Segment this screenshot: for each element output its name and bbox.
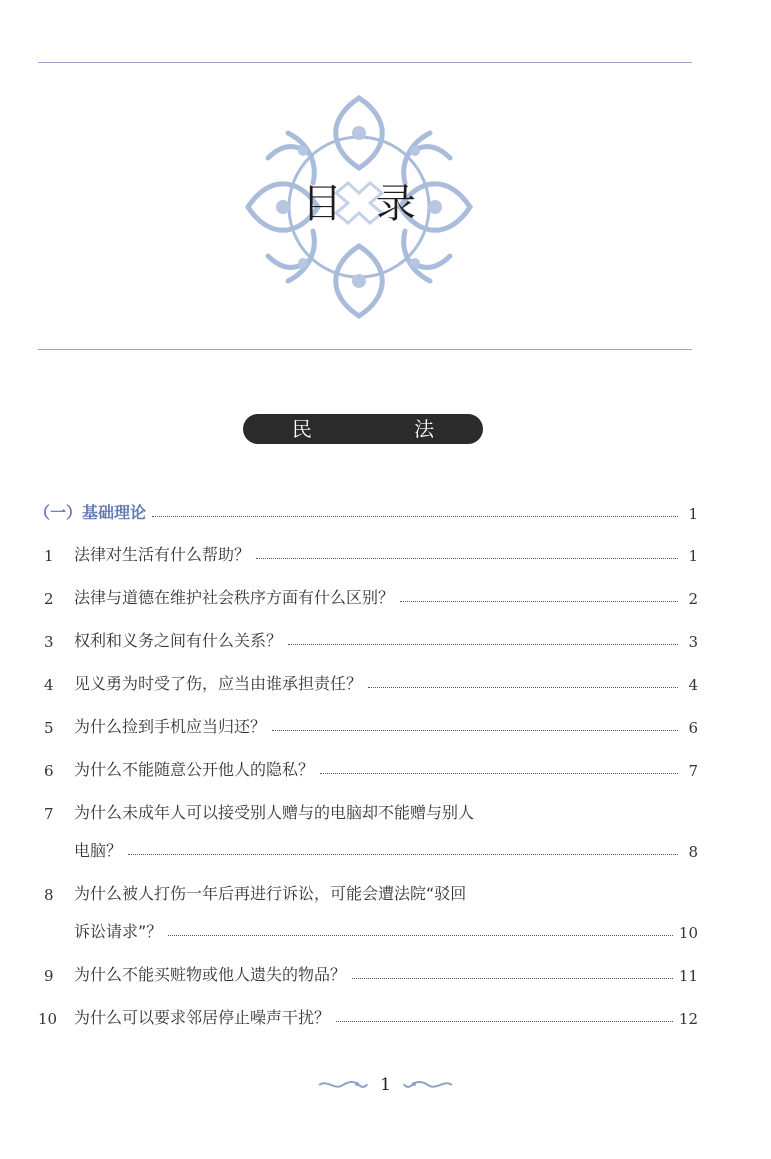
toc-entry-title-continued: 诉讼请求”？ xyxy=(74,922,163,941)
toc-page-number: 2 xyxy=(688,590,698,608)
leader-dots xyxy=(256,557,678,559)
toc-entry-title: 为什么未成年人可以接受别人赠与的电脑却不能赠与别人 xyxy=(74,803,475,822)
toc-entry[interactable] xyxy=(38,793,698,823)
toc-entry-title: 为什么被人打伤一年后再进行诉讼，可能会遭法院“驳回 xyxy=(74,884,467,903)
middle-rule xyxy=(38,349,692,350)
toc-entry-number: 5 xyxy=(44,719,54,737)
leader-dots xyxy=(272,729,678,731)
toc-entry-number: 1 xyxy=(44,547,54,565)
page-number: 1 xyxy=(380,1074,391,1095)
toc-entry-number: 2 xyxy=(44,590,54,608)
toc-entry-title: 为什么不能买赃物或他人遗失的物品？ xyxy=(74,965,347,984)
toc-page-number: 10 xyxy=(678,924,698,942)
toc-entry-continuation[interactable] xyxy=(38,831,698,861)
table-of-contents xyxy=(34,493,698,1028)
leader-dots xyxy=(128,853,678,855)
toc-entry-number: 8 xyxy=(44,886,54,904)
left-swirl-icon xyxy=(317,1078,369,1092)
toc-entry[interactable] xyxy=(38,955,698,985)
toc-entry-number: 9 xyxy=(44,967,54,985)
toc-entry[interactable] xyxy=(38,578,698,608)
toc-entry-title: 见义勇为时受了伤，应当由谁承担责任？ xyxy=(74,674,363,693)
toc-entry-title: 为什么不能随意公开他人的隐私？ xyxy=(74,760,315,779)
page-title: 目录 xyxy=(302,181,450,227)
toc-entry-number: 4 xyxy=(44,676,54,694)
toc-entry-title: 法律对生活有什么帮助？ xyxy=(74,545,251,564)
leader-dots xyxy=(368,686,678,688)
toc-entry-number: 10 xyxy=(38,1010,58,1028)
toc-section-label: （一）基础理论 xyxy=(34,503,147,522)
toc-entry-number: 7 xyxy=(44,805,54,823)
toc-page-number: 4 xyxy=(688,676,698,694)
toc-page-number: 6 xyxy=(688,719,698,737)
toc-entry-continuation[interactable] xyxy=(38,912,698,942)
toc-page-number: 8 xyxy=(688,843,698,861)
toc-entry-title: 为什么可以要求邻居停止噪声干扰？ xyxy=(74,1008,331,1027)
toc-entry-title: 法律与道德在维护社会秩序方面有什么区别？ xyxy=(74,588,395,607)
toc-page-number: 1 xyxy=(688,547,698,565)
top-rule xyxy=(38,62,692,63)
toc-entry[interactable] xyxy=(38,874,698,904)
section-banner: 民 法 xyxy=(243,414,483,444)
toc-entry[interactable] xyxy=(38,535,698,565)
toc-entry-title: 权利和义务之间有什么关系？ xyxy=(74,631,283,650)
toc-entry-title-continued: 电脑？ xyxy=(74,841,123,860)
leader-dots xyxy=(352,977,673,979)
toc-page-number: 12 xyxy=(678,1010,698,1028)
toc-page-number: 3 xyxy=(688,633,698,651)
toc-entry-title: 为什么捡到手机应当归还？ xyxy=(74,717,267,736)
leader-dots xyxy=(168,934,673,936)
leader-dots xyxy=(336,1020,673,1022)
leader-dots xyxy=(400,600,678,602)
toc-entry[interactable] xyxy=(38,998,698,1028)
leader-dots xyxy=(288,643,678,645)
toc-entry[interactable] xyxy=(38,750,698,780)
toc-page-number: 7 xyxy=(688,762,698,780)
toc-entry[interactable] xyxy=(38,707,698,737)
toc-section-heading[interactable] xyxy=(34,493,698,523)
toc-entry[interactable] xyxy=(38,664,698,694)
right-swirl-icon xyxy=(402,1078,454,1092)
toc-entry-number: 6 xyxy=(44,762,54,780)
page-footer xyxy=(0,1074,771,1098)
leader-dots xyxy=(320,772,678,774)
toc-entry[interactable] xyxy=(38,621,698,651)
toc-entry-number: 3 xyxy=(44,633,54,651)
leader-dots xyxy=(152,515,678,517)
toc-page-number: 1 xyxy=(688,505,698,523)
toc-page-number: 11 xyxy=(678,967,698,985)
